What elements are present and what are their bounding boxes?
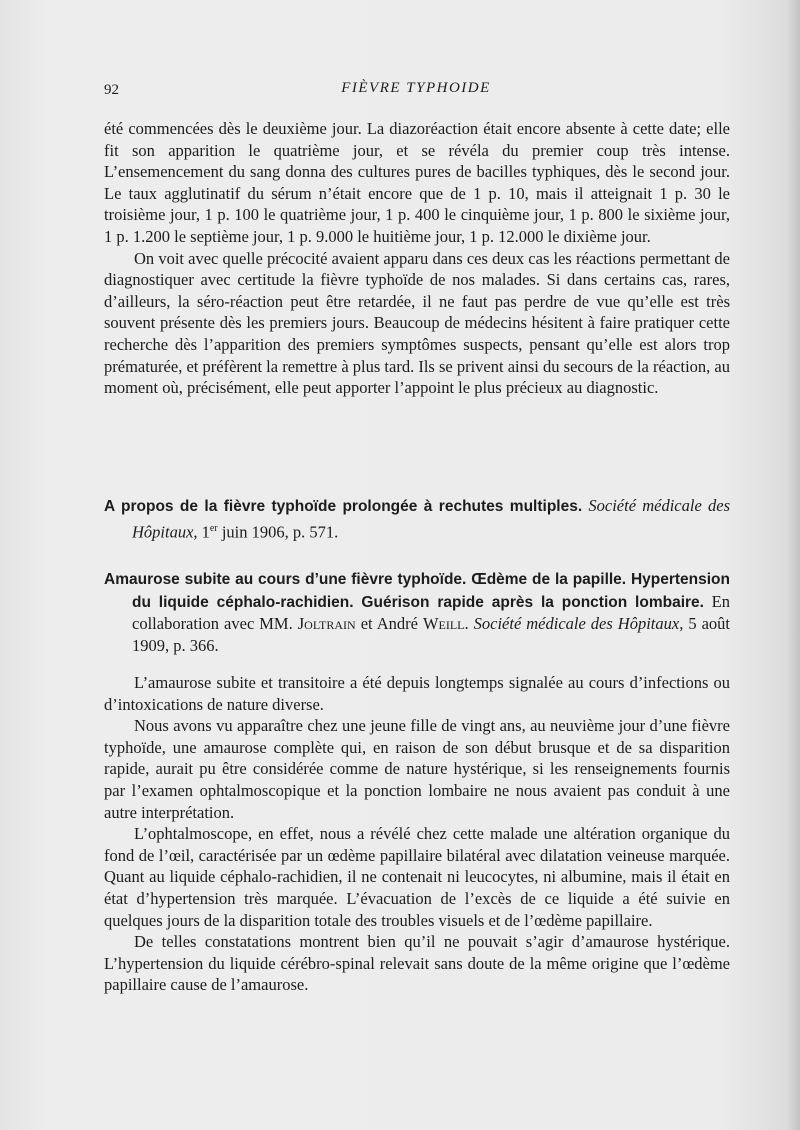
page-edge-shadow xyxy=(786,0,800,1130)
entry-collab-mid: et André xyxy=(355,614,423,634)
bibliography-entry xyxy=(104,495,730,543)
paragraph: Nous avons vu apparaître chez une jeune fille de vingt ans, au neuvième jour d’une fièvre typhoïde, une amaurose complète qui, en raison de son début brusque et de sa disparition rapide, aurait pu être considérée comme de nature hystérique, si les renseignements fournis par l’examen ophtalmoscopique et la ponction lombaire ne nous avaient pas conduit à une autre interprétation. xyxy=(104,716,730,822)
page-number: 92 xyxy=(104,82,119,98)
entry-date: juin 1906, p. 571. xyxy=(217,522,339,542)
entry-collab-prefix: En collaboration avec MM. xyxy=(132,591,730,634)
entry-date: 5 août 1909, p. 366. xyxy=(132,614,730,655)
page-header xyxy=(104,80,728,102)
entry-date-day: 1 xyxy=(201,522,210,542)
entry-source: Société médicale des Hôpitaux, xyxy=(473,614,684,634)
entry-source: Société médicale des Hôpitaux, xyxy=(132,496,730,542)
author-name: Weill xyxy=(422,614,465,634)
entry-title: Amaurose subite au cours d’une fièvre typhoïde. Œdème de la papille. Hypertension du liquide céphalo-rachidien. Guérison rapide après la ponction lombaire. xyxy=(104,571,730,611)
author-name: Joltrain xyxy=(297,614,356,634)
running-head: FIÈVRE TYPHOIDE xyxy=(341,80,491,96)
entry-body-text xyxy=(104,672,730,996)
paragraph: L’amaurose subite et transitoire a été depuis longtemps signalée au cours d’infections ou d’intoxications de nature diverse. xyxy=(104,673,730,714)
entry-title: A propos de la fièvre typhoïde prolongée à rechutes multiples. xyxy=(104,498,583,515)
entry-collab-end: . xyxy=(464,614,474,634)
bibliography-entry xyxy=(104,568,730,656)
paragraph: On voit avec quelle précocité avaient apparu dans ces deux cas les réactions permettant de diagnostiquer avec certitude la fièvre typhoïde de nos malades. Si dans certains cas, rares, d’ailleurs, la séro-réaction peut être retardée, il ne faut pas perdre de vue qu’elle est très souvent présente dès les premiers jours. Beaucoup de médecins hésitent à faire pratiquer cette recherche dès l’apparition des premiers symptômes suspects, pensant qu’elle est alors trop prématurée, et préfèrent la remettre à plus tard. Ils se privent ainsi du secours de la réaction, au moment où, précisément, elle peut apporter l’appoint le plus précieux au diagnostic. xyxy=(104,248,730,398)
entry-date-sup: er xyxy=(209,522,218,534)
continued-text xyxy=(104,118,730,399)
paragraph: De telles constatations montrent bien qu’il ne pouvait s’agir d’amaurose hystérique. L’hypertension du liquide cérébro-spinal relevait sans doute de la même origine que l’œdème papillaire cause de l’amaurose. xyxy=(104,932,730,995)
paragraph: été commencées dès le deuxième jour. La diazoréaction était encore absente à cette date; elle fit son apparition le quatrième jour, et se révéla du premier coup très intense. L’ensemencement du sang donna des cultures pures de bacilles typhiques, dès le second jour. Le taux agglutinatif du sérum n’était encore que de 1 p. 10, mais il atteignait 1 p. 30 le troisième jour, 1 p. 100 le quatrième jour, 1 p. 400 le cinquième jour, 1 p. 800 le sixième jour, 1 p. 1.200 le septième jour, 1 p. 9.000 le huitième jour, 1 p. 12.000 le dixième jour. xyxy=(104,119,730,246)
paragraph: L’ophtalmoscope, en effet, nous a révélé chez cette malade une altération organique du fond de l’œil, caractérisée par un œdème papillaire bilatéral avec dilatation veineuse marquée. Quant au liquide céphalo-rachidien, il ne contenait ni leucocytes, ni albumine, mais il était en état d’hypertension très marquée. L’évacuation de l’excès de ce liquide a été suivie en quelques jours de la disparition totale des troubles visuels et de l’œdème papillaire. xyxy=(104,824,730,930)
